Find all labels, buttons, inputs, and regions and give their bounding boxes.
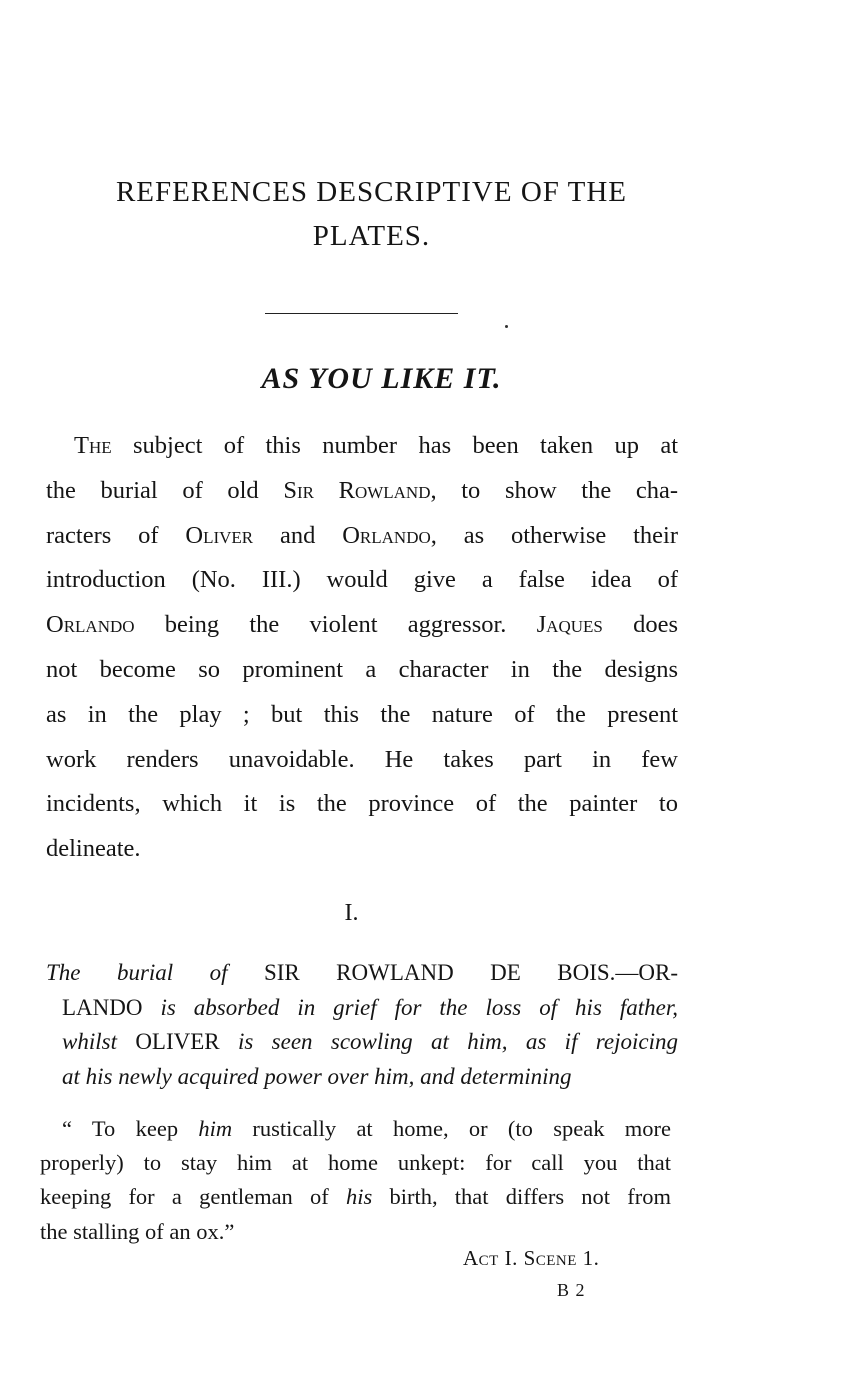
intro-line-1: The subject of this number has been taken up at [74,432,678,459]
play-quotation [40,1112,671,1249]
quote-citation: Act I. Scene 1. [463,1246,600,1270]
intro-line-3: racters of Oliver and Orlando, as otherwise their [46,521,678,549]
section-divider [265,313,458,314]
intro-line-2: the burial of old Sir Rowland, to show the cha- [46,476,679,504]
page-heading-line-1: REFERENCES DESCRIPTIVE OF THE [115,176,628,208]
intro-line-6: not become so prominent a character in the designs [46,655,678,683]
quote-line-3: keeping for a gentleman of his birth, that differs not from [40,1184,671,1210]
quote-line-1: “ To keep him rustically at home, or (to speak more [62,1116,671,1141]
intro-paragraph [46,424,678,872]
intro-line-4: introduction (No. III.) would give a false idea of [46,566,678,594]
plate-number: I. [344,900,359,926]
intro-line-10: delineate. [46,835,141,863]
print-speck [505,325,508,328]
intro-line-5: Orlando being the violent aggressor. Jaques does [46,611,678,639]
play-title: AS YOU LIKE IT. [261,362,502,395]
plate-line-1: The burial of SIR ROWLAND DE BOIS.—OR- [46,960,678,985]
plate-description [46,956,678,1094]
intro-line-9: incidents, which it is the province of the painter to [46,790,678,818]
plate-line-3: whilst OLIVER is seen scowling at him, as if rejoicing [62,1029,678,1054]
quote-line-2: properly) to stay him at home unkept: for call you that [40,1150,671,1176]
intro-line-7: as in the play ; but this the nature of the present [46,700,678,728]
plate-line-4: at his newly acquired power over him, and determining [62,1063,572,1089]
intro-line-8: work renders unavoidable. He takes part in few [46,745,678,773]
signature-mark: B 2 [557,1280,586,1300]
quote-line-4: the stalling of an ox.” [40,1218,235,1244]
page-heading-line-2: PLATES. [312,220,431,252]
plate-line-2: LANDO is absorbed in grief for the loss of his father, [62,994,678,1020]
